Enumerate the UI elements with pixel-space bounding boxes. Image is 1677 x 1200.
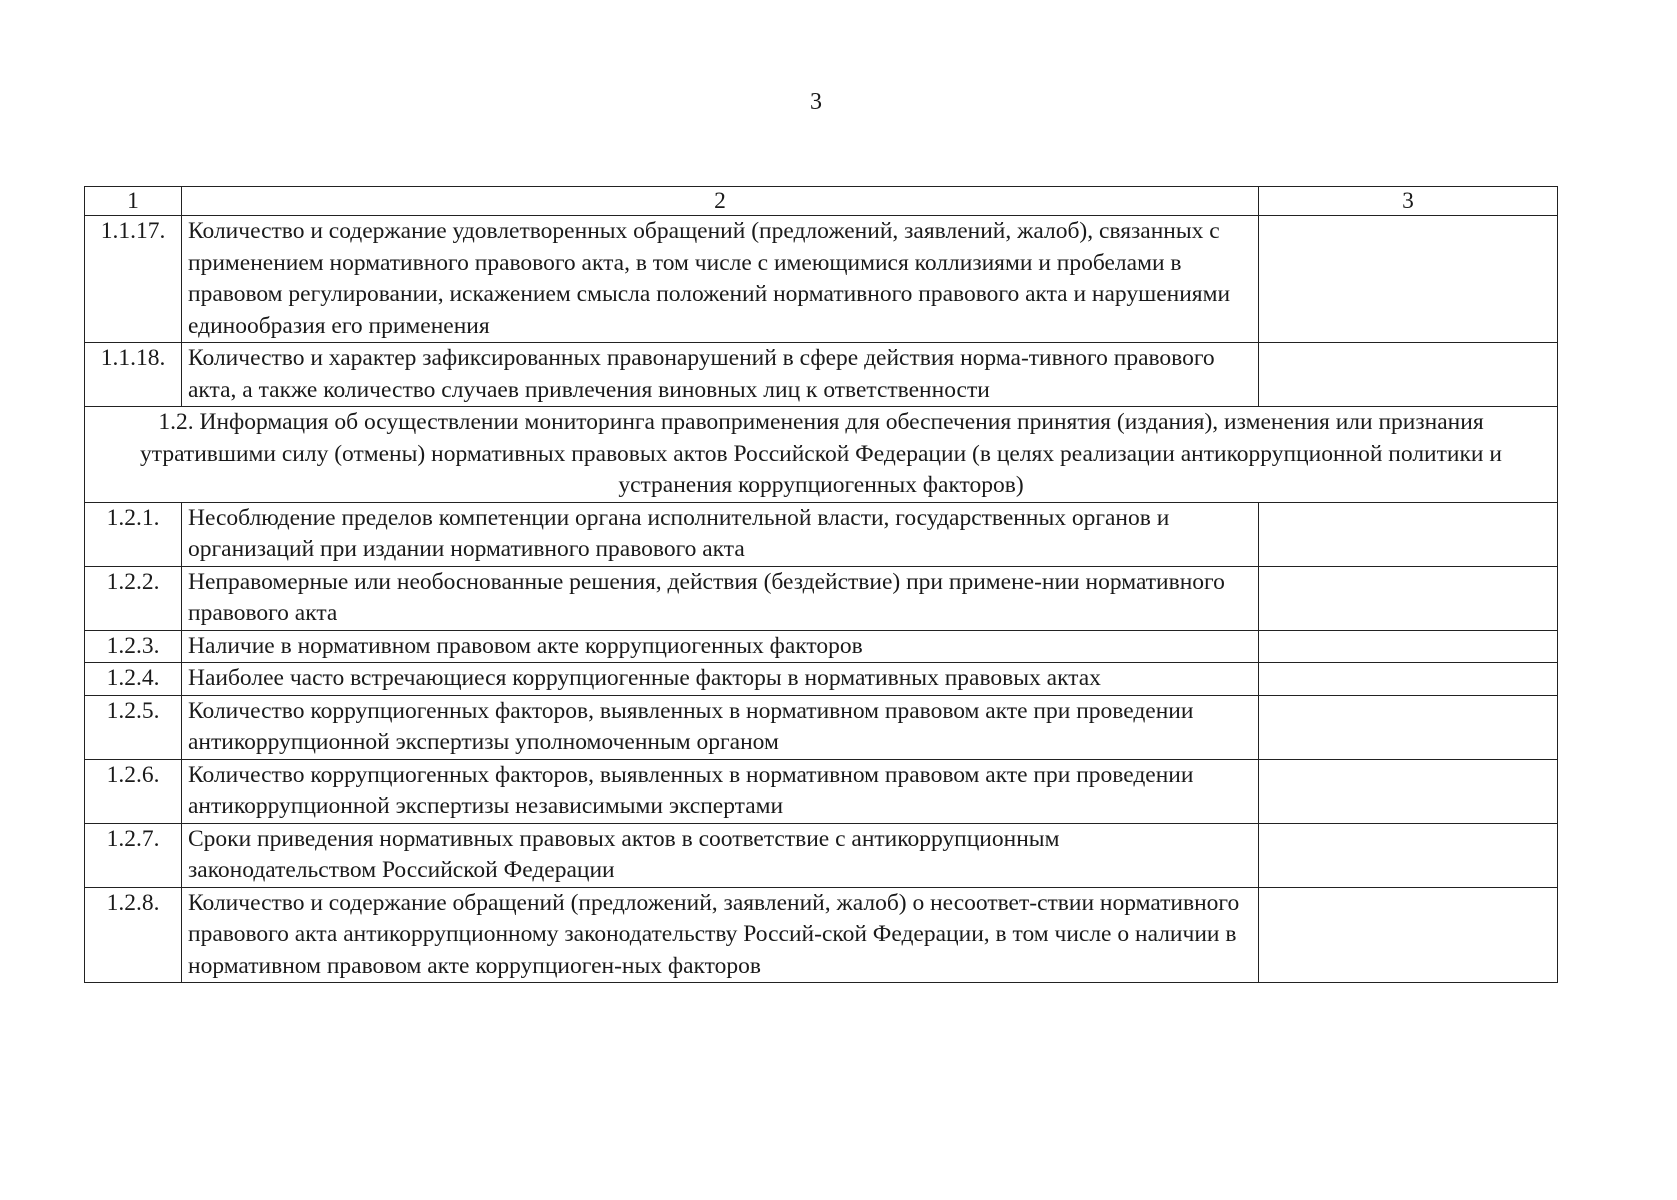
column-header-indicator: 2 xyxy=(182,187,1259,216)
row-number: 1.2.6. xyxy=(85,759,182,823)
row-value-cell xyxy=(1259,663,1558,696)
table-row-1-2-6 xyxy=(85,759,1558,823)
row-text: Количество и содержание обращений (предложений, заявлений, жалоб) о несоответ-ствии нормативного правового акта антикоррупционному законодательству Россий-ской Федерации, в том числе о наличии в нормативном правовом акте коррупциоген-ных факторов xyxy=(182,887,1259,983)
table-row-1-2-3 xyxy=(85,630,1558,663)
row-text: Наличие в нормативном правовом акте коррупциогенных факторов xyxy=(182,630,1259,663)
row-value-cell xyxy=(1259,216,1558,343)
row-text: Количество коррупциогенных факторов, выявленных в нормативном правовом акте при проведении антикоррупционной экспертизы уполномоченным органом xyxy=(182,695,1259,759)
row-number: 1.1.17. xyxy=(85,216,182,343)
row-text: Несоблюдение пределов компетенции органа исполнительной власти, государственных органов и организаций при издании нормативного правового акта xyxy=(182,502,1259,566)
row-text: Сроки приведения нормативных правовых актов в соответствие с антикоррупционным законодательством Российской Федерации xyxy=(182,823,1259,887)
row-number: 1.2.1. xyxy=(85,502,182,566)
table-row-1-2-5 xyxy=(85,695,1558,759)
row-number: 1.2.3. xyxy=(85,630,182,663)
table-row-1-2-2 xyxy=(85,566,1558,630)
row-number: 1.2.5. xyxy=(85,695,182,759)
row-number: 1.2.7. xyxy=(85,823,182,887)
section-heading: 1.2. Информация об осуществлении мониторинга правоприменения для обеспечения принятия (издания), изменения или признания утратившими силу (отмены) нормативных правовых актов Российской Федерации (в целях реализации антикоррупционной политики и устранения коррупциогенных факторов) xyxy=(85,407,1558,503)
page-number: 3 xyxy=(810,89,822,115)
table-row-1-2-4 xyxy=(85,663,1558,696)
table-row-1-1-18 xyxy=(85,343,1558,407)
row-text: Наиболее часто встречающиеся коррупциогенные факторы в нормативных правовых актах xyxy=(182,663,1259,696)
row-text: Количество и характер зафиксированных правонарушений в сфере действия норма-тивного правового акта, а также количество случаев привлечения виновных лиц к ответственности xyxy=(182,343,1259,407)
row-value-cell xyxy=(1259,502,1558,566)
row-value-cell xyxy=(1259,759,1558,823)
table-row-1-2-8 xyxy=(85,887,1558,983)
row-value-cell xyxy=(1259,695,1558,759)
monitoring-table xyxy=(84,186,1558,983)
row-text: Количество и содержание удовлетворенных обращений (предложений, заявлений, жалоб), связанных с применением нормативного правового акта, в том числе с имеющимися коллизиями и пробелами в правовом регулировании, искажением смысла положений нормативного правового акта и нарушениями единообразия его применения xyxy=(182,216,1259,343)
table-row-1-2-1 xyxy=(85,502,1558,566)
row-number: 1.2.8. xyxy=(85,887,182,983)
column-header-value: 3 xyxy=(1259,187,1558,216)
section-heading-row-1-2 xyxy=(85,407,1558,503)
row-number: 1.2.2. xyxy=(85,566,182,630)
table-header-row xyxy=(85,187,1558,216)
table-row-1-1-17 xyxy=(85,216,1558,343)
row-value-cell xyxy=(1259,566,1558,630)
row-number: 1.1.18. xyxy=(85,343,182,407)
row-value-cell xyxy=(1259,343,1558,407)
row-text: Неправомерные или необоснованные решения, действия (бездействие) при примене-нии нормативного правового акта xyxy=(182,566,1259,630)
table-row-1-2-7 xyxy=(85,823,1558,887)
row-number: 1.2.4. xyxy=(85,663,182,696)
row-value-cell xyxy=(1259,823,1558,887)
row-value-cell xyxy=(1259,887,1558,983)
row-text: Количество коррупциогенных факторов, выявленных в нормативном правовом акте при проведении антикоррупционной экспертизы независимыми экспертами xyxy=(182,759,1259,823)
column-header-number: 1 xyxy=(85,187,182,216)
row-value-cell xyxy=(1259,630,1558,663)
